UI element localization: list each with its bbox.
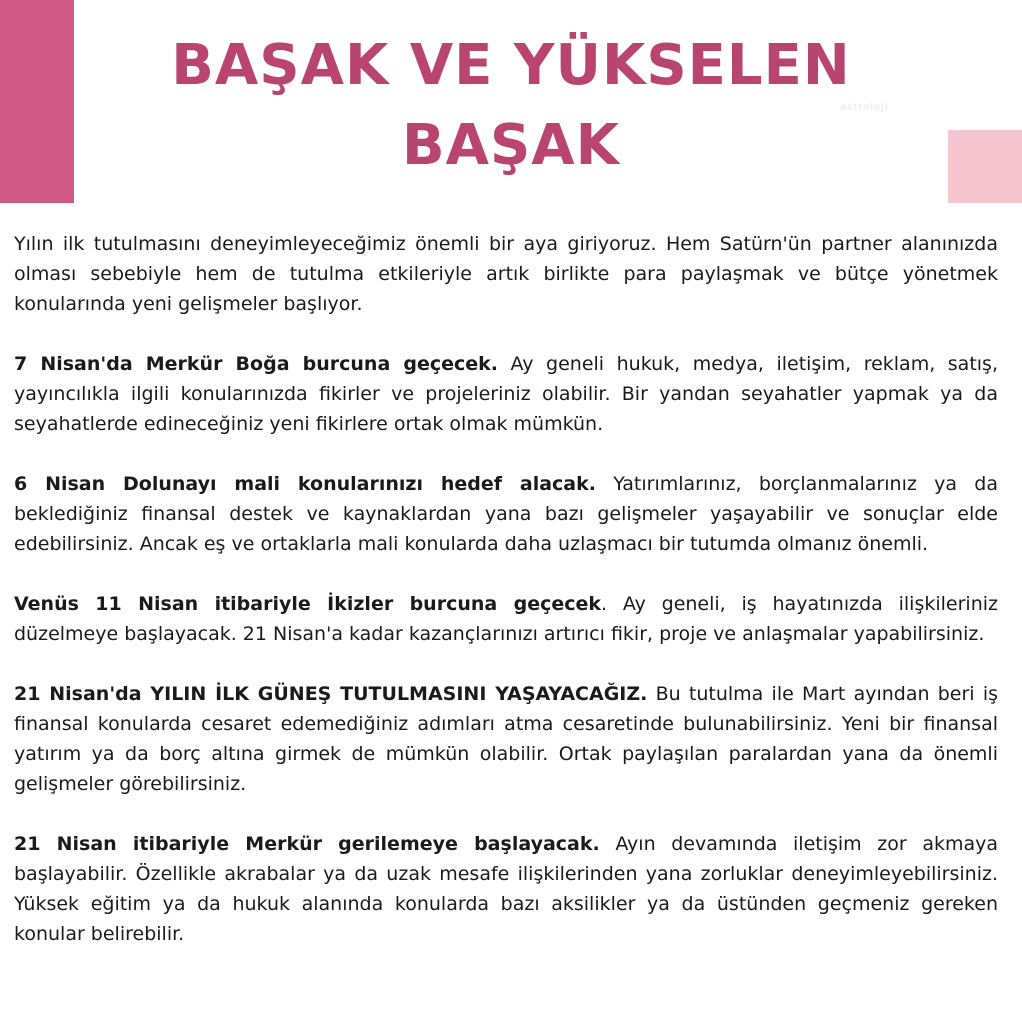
paragraph — [14, 589, 998, 649]
page-title-line-1: BAŞAK VE YÜKSELEN — [171, 33, 851, 98]
paragraph-text: Ayın devamında iletişim zor akmaya başlayabilir. Özellikle akrabalar ya da uzak mesafe ilişkilerinden yana zorluklar deneyimleyebilirsiniz. Yüksek eğitim ya da hukuk alanında konularda bazı aksilikler ya da üstünden geçmeniz gereken konular belirebilir. — [14, 833, 998, 945]
paragraph-text: Bu tutulma ile Mart ayından beri iş finansal konularda cesaret edemediğiniz adımları atma cesaretinde bulunabilirsiniz. Yeni bir finansal yatırım ya da borç altına girmek de mümkün olabilir. Ortak paylaşılan paralardan yana da önemli gelişmeler görebilirsiniz. — [14, 683, 998, 795]
watermark: astroloji — [840, 102, 889, 113]
paragraph-text: Yatırımlarınız, borçlanmalarınız ya da beklediğiniz finansal destek ve kaynaklardan yana bazı gelişmeler yaşayabilir ve sonuçlar elde edebilirsiniz. Ancak eş ve ortaklarla mali konularda daha uzlaşmacı bir tutumda olmanız önemli. — [14, 473, 998, 555]
paragraph — [14, 679, 998, 799]
paragraph — [14, 349, 998, 439]
paragraph-heading: 7 Nisan'da Merkür Boğa burcuna geçecek. — [14, 353, 499, 375]
accent-bar-left — [0, 0, 74, 203]
paragraph-text: Yılın ilk tutulmasını deneyimleyeceğimiz önemli bir aya giriyoruz. Hem Satürn'ün partner alanınızda olması sebebiyle hem de tutulma etkileriyle artık birlikte para paylaşmak ve bütçe yönetmek konularında yeni gelişmeler başlıyor. — [14, 233, 998, 315]
paragraph — [14, 469, 998, 559]
paragraph-text: Ay geneli hukuk, medya, iletişim, reklam, satış, yayıncılıkla ilgili konularınızda fikirler ve projeleriniz olabilir. Bir yandan seyahatler yapmak ya da seyahatlerde edineceğiniz yeni fikirlere ortak olmak mümkün. — [14, 353, 998, 435]
paragraph-heading: 21 Nisan itibariyle Merkür gerilemeye başlayacak. — [14, 833, 600, 855]
page-title-line-2: BAŞAK — [401, 113, 621, 178]
header — [0, 0, 1022, 203]
paragraph-heading: 21 Nisan'da YILIN İLK GÜNEŞ TUTULMASINI YAŞAYACAĞIZ. — [14, 683, 648, 705]
paragraph-heading: 6 Nisan Dolunayı mali konularınızı hedef alacak. — [14, 473, 596, 495]
paragraph-text: . Ay geneli, iş hayatınızda ilişkileriniz düzelmeye başlayacak. 21 Nisan'a kadar kazançlarınızı artırıcı fikir, proje ve anlaşmalar yapabilirsiniz. — [14, 593, 998, 645]
paragraph-heading: Venüs 11 Nisan itibariyle İkizler burcuna geçecek — [14, 593, 602, 615]
article-body — [14, 229, 998, 979]
paragraph — [14, 829, 998, 949]
accent-block-right — [948, 130, 1022, 203]
paragraph — [14, 229, 998, 319]
